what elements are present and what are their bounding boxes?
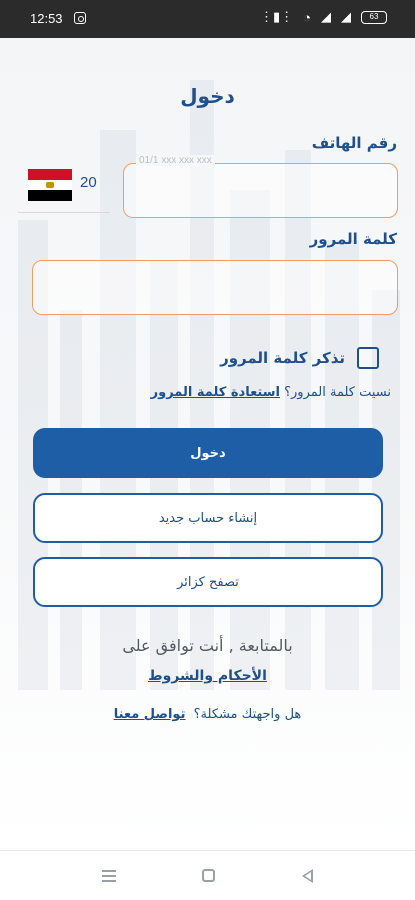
egypt-flag-icon[interactable]	[28, 169, 72, 201]
flag-stripe-black	[28, 190, 72, 201]
vibrate-icon: ⋮▮⋮	[259, 9, 294, 24]
recent-apps-icon[interactable]	[99, 867, 119, 885]
remember-row[interactable]	[220, 347, 379, 369]
terms-link[interactable]: الأحكام والشروط	[148, 668, 267, 684]
browse-as-guest-button[interactable]: تصفح كزائر	[33, 557, 383, 607]
remember-checkbox[interactable]	[357, 347, 379, 369]
signal-icon: ◢	[341, 9, 351, 24]
country-code-underline	[18, 212, 110, 213]
back-icon[interactable]	[297, 867, 317, 885]
android-nav-bar	[0, 850, 415, 900]
flag-stripe-white	[28, 180, 72, 190]
phone-hint: 01/1 xxx xxx xxx	[136, 155, 215, 166]
status-icons	[260, 9, 387, 25]
phone-input[interactable]	[134, 164, 389, 217]
status-time: 12:53	[30, 11, 63, 26]
recover-password-link[interactable]: استعادة كلمة المرور	[150, 385, 280, 400]
battery-level: 63	[369, 11, 379, 21]
login-button[interactable]: دخول	[33, 428, 383, 478]
forgot-password-row	[147, 385, 391, 400]
create-account-button[interactable]: إنشاء حساب جديد	[33, 493, 383, 543]
battery-icon	[361, 11, 387, 24]
status-bar	[0, 0, 415, 38]
phone-label: رقم الهاتف	[311, 134, 397, 152]
password-field[interactable]	[32, 260, 398, 315]
password-input[interactable]	[43, 261, 389, 314]
home-icon[interactable]	[198, 867, 218, 885]
background-tower	[285, 150, 311, 690]
password-label: كلمة المرور	[309, 230, 397, 248]
contact-us-link[interactable]: تواصل معنا	[113, 707, 186, 722]
signal-icon: ◢	[321, 9, 331, 24]
problem-text: هل واجهتك مشكلة؟	[193, 707, 302, 722]
country-code[interactable]: 20	[80, 174, 97, 191]
agree-text: بالمتابعة , أنت توافق على	[122, 636, 293, 655]
flag-stripe-red	[28, 169, 72, 180]
problem-row	[0, 707, 415, 722]
phone-field[interactable]	[123, 163, 398, 218]
wifi-icon: ◔	[303, 9, 311, 25]
remember-label: تذكر كلمة المرور	[220, 349, 345, 367]
page-title: دخول	[180, 84, 235, 108]
forgot-text: نسيت كلمة المرور؟	[284, 385, 391, 400]
instagram-icon	[74, 12, 86, 24]
